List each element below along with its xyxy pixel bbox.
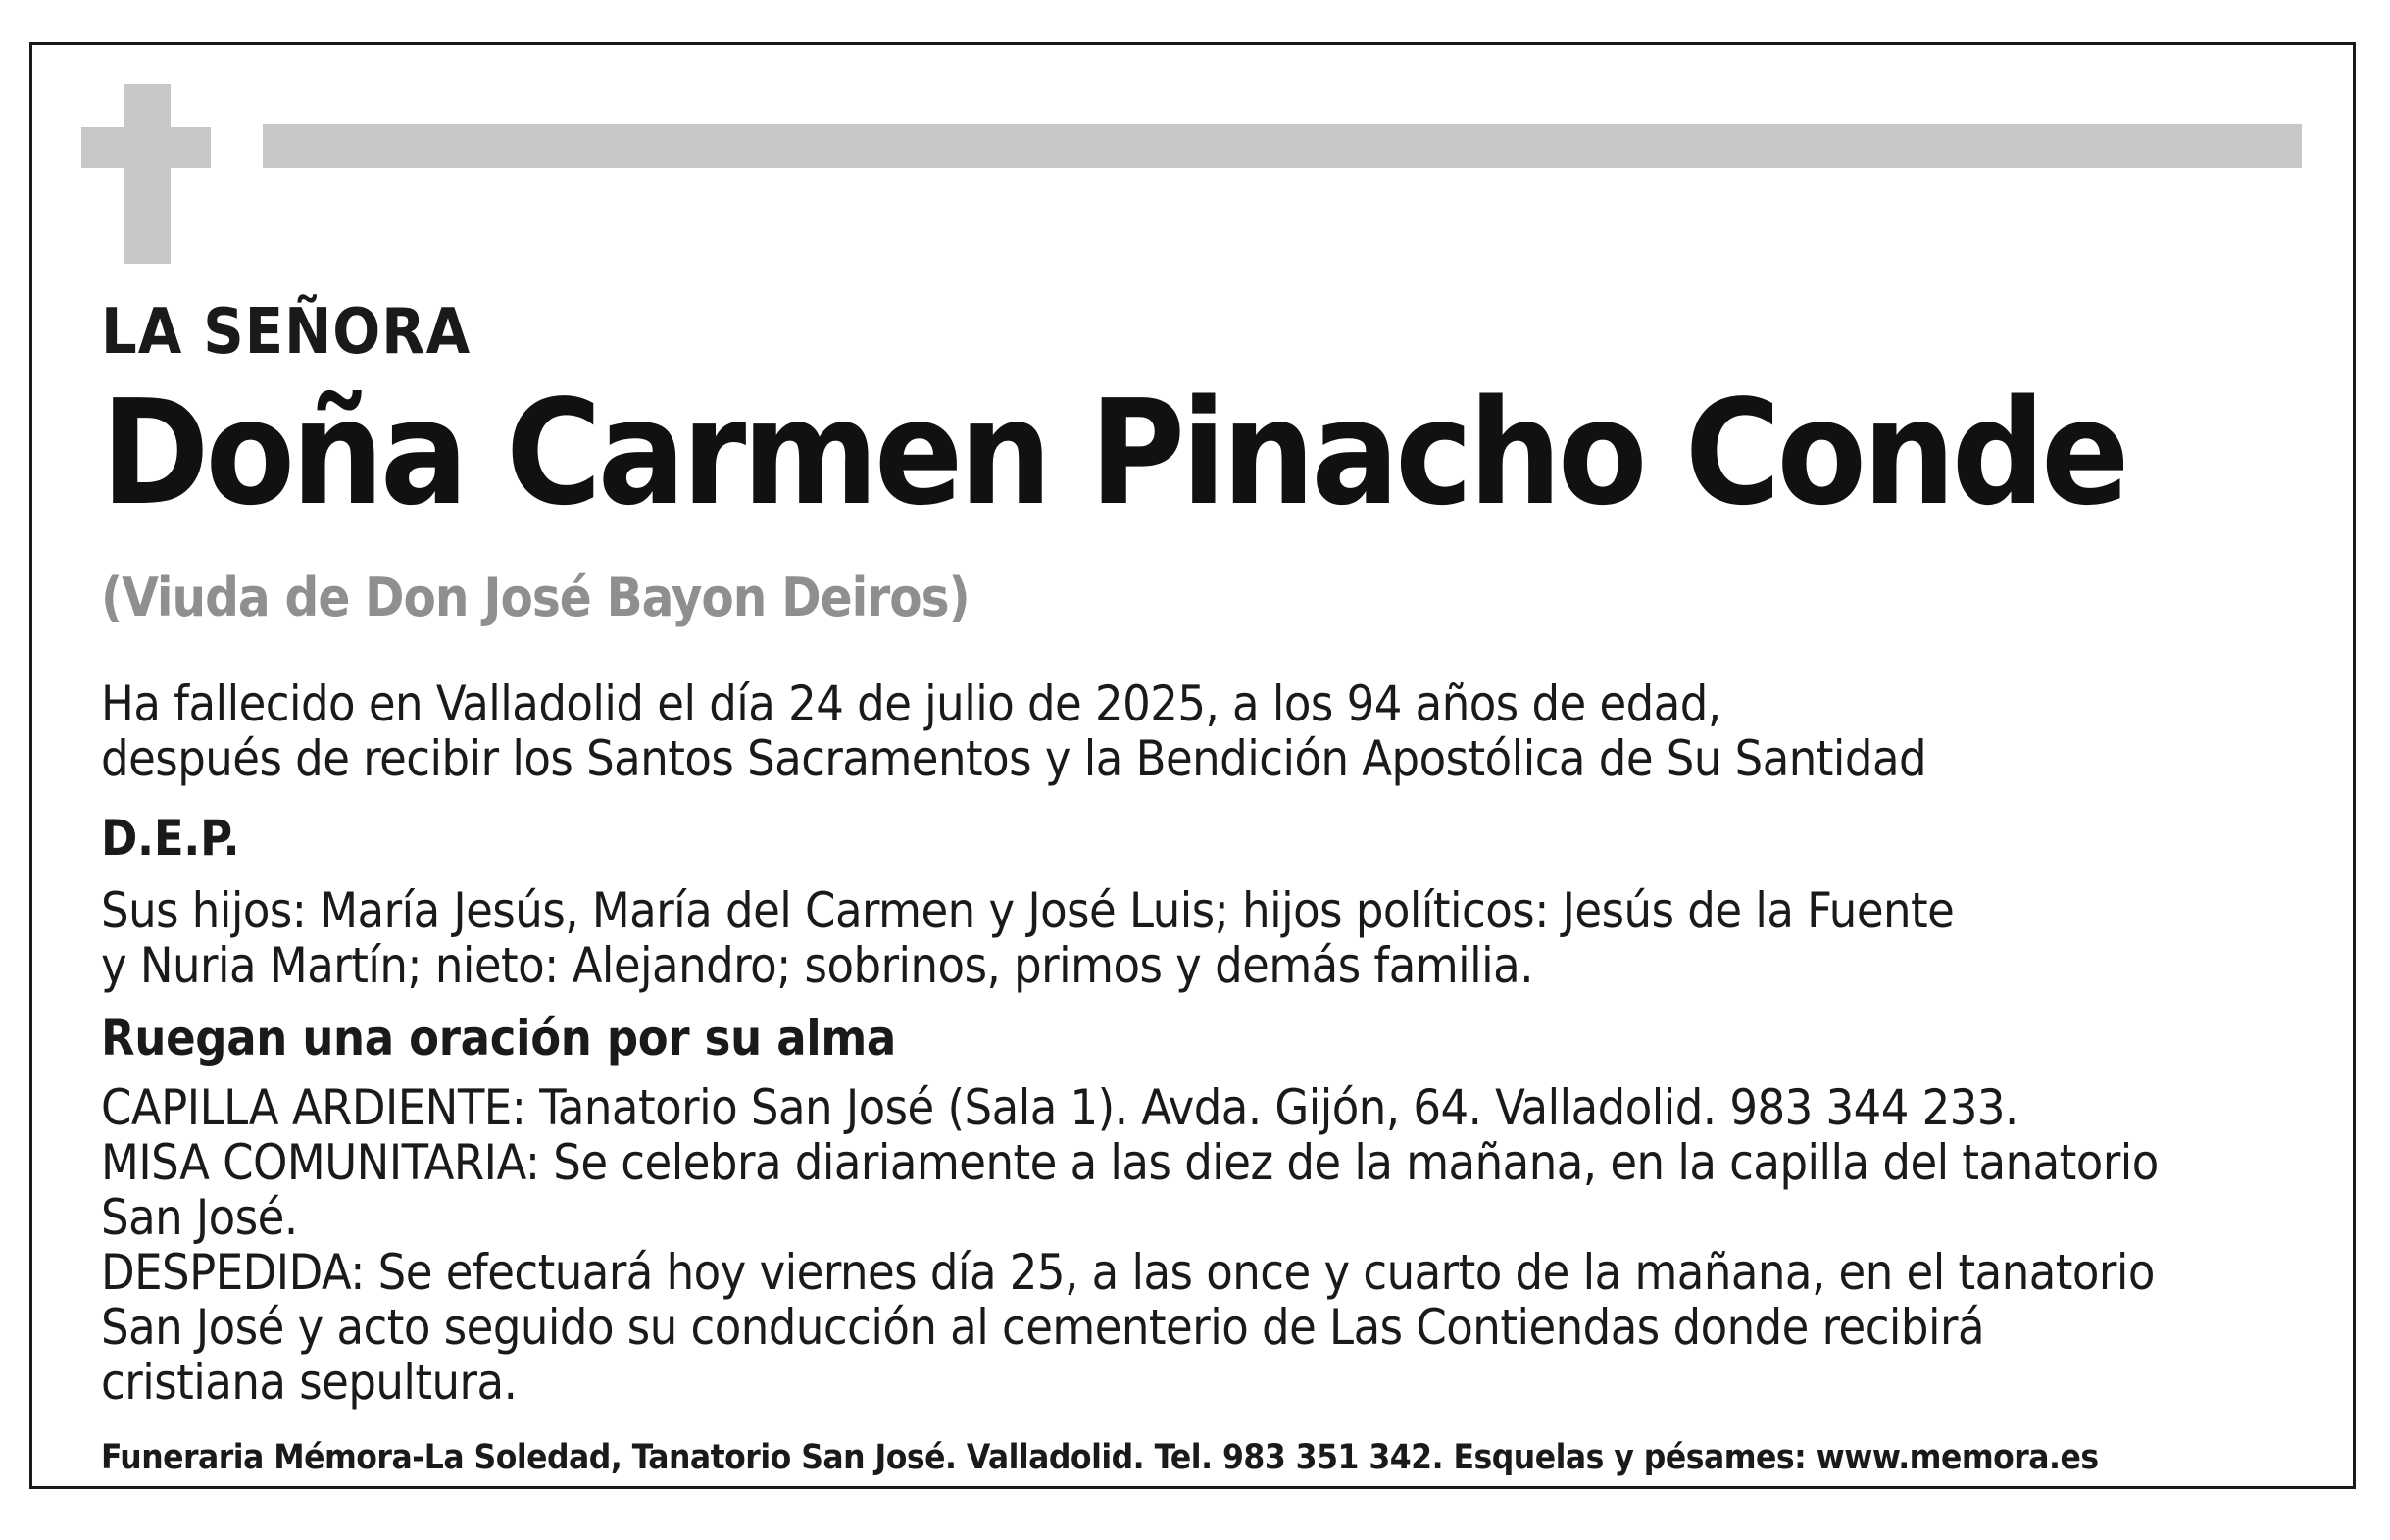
deceased-name: Doña Carmen Pinacho Conde <box>101 369 2126 537</box>
funeral-home-footer: Funeraria Mémora-La Soledad, Tanatorio San José. Valladolid. Tel. 983 351 342. Esquelas y pésames: www.memora.es <box>101 1438 2099 1477</box>
service-line-2: MISA COMUNITARIA: Se celebra diariamente a las diez de la mañana, en la capilla del tanatorio <box>101 1134 2159 1191</box>
death-line-1: Ha fallecido en Valladolid el día 24 de julio de 2025, a los 94 años de edad, <box>101 675 1721 732</box>
header-divider-bar <box>263 124 2302 168</box>
rip-heading: D.E.P. <box>101 810 240 867</box>
family-line-2: y Nuria Martín; nieto: Alejandro; sobrinos, primos y demás familia. <box>101 937 1533 994</box>
family-line-1: Sus hijos: María Jesús, María del Carmen y José Luis; hijos políticos: Jesús de la Fuente <box>101 882 1955 939</box>
service-line-3: San José. <box>101 1189 298 1246</box>
relation-subtitle: (Viuda de Don José Bayon Deiros) <box>101 567 970 628</box>
service-line-4: DESPEDIDA: Se efectuará hoy viernes día 25, a las once y cuarto de la mañana, en el tanatorio <box>101 1244 2155 1301</box>
cross-horizontal-bar <box>81 127 211 168</box>
service-line-5: San José y acto seguido su conducción al cementerio de Las Contiendas donde recibirá <box>101 1299 1985 1356</box>
service-line-6: cristiana sepultura. <box>101 1354 518 1411</box>
notice-title: LA SEÑORA <box>101 296 472 369</box>
prayer-heading: Ruegan una oración por su alma <box>101 1010 896 1067</box>
cross-vertical-bar <box>124 84 171 264</box>
service-line-1: CAPILLA ARDIENTE: Tanatorio San José (Sala 1). Avda. Gijón, 64. Valladolid. 983 344 233. <box>101 1079 2018 1136</box>
death-line-2: después de recibir los Santos Sacramentos y la Bendición Apostólica de Su Santidad <box>101 730 1927 787</box>
